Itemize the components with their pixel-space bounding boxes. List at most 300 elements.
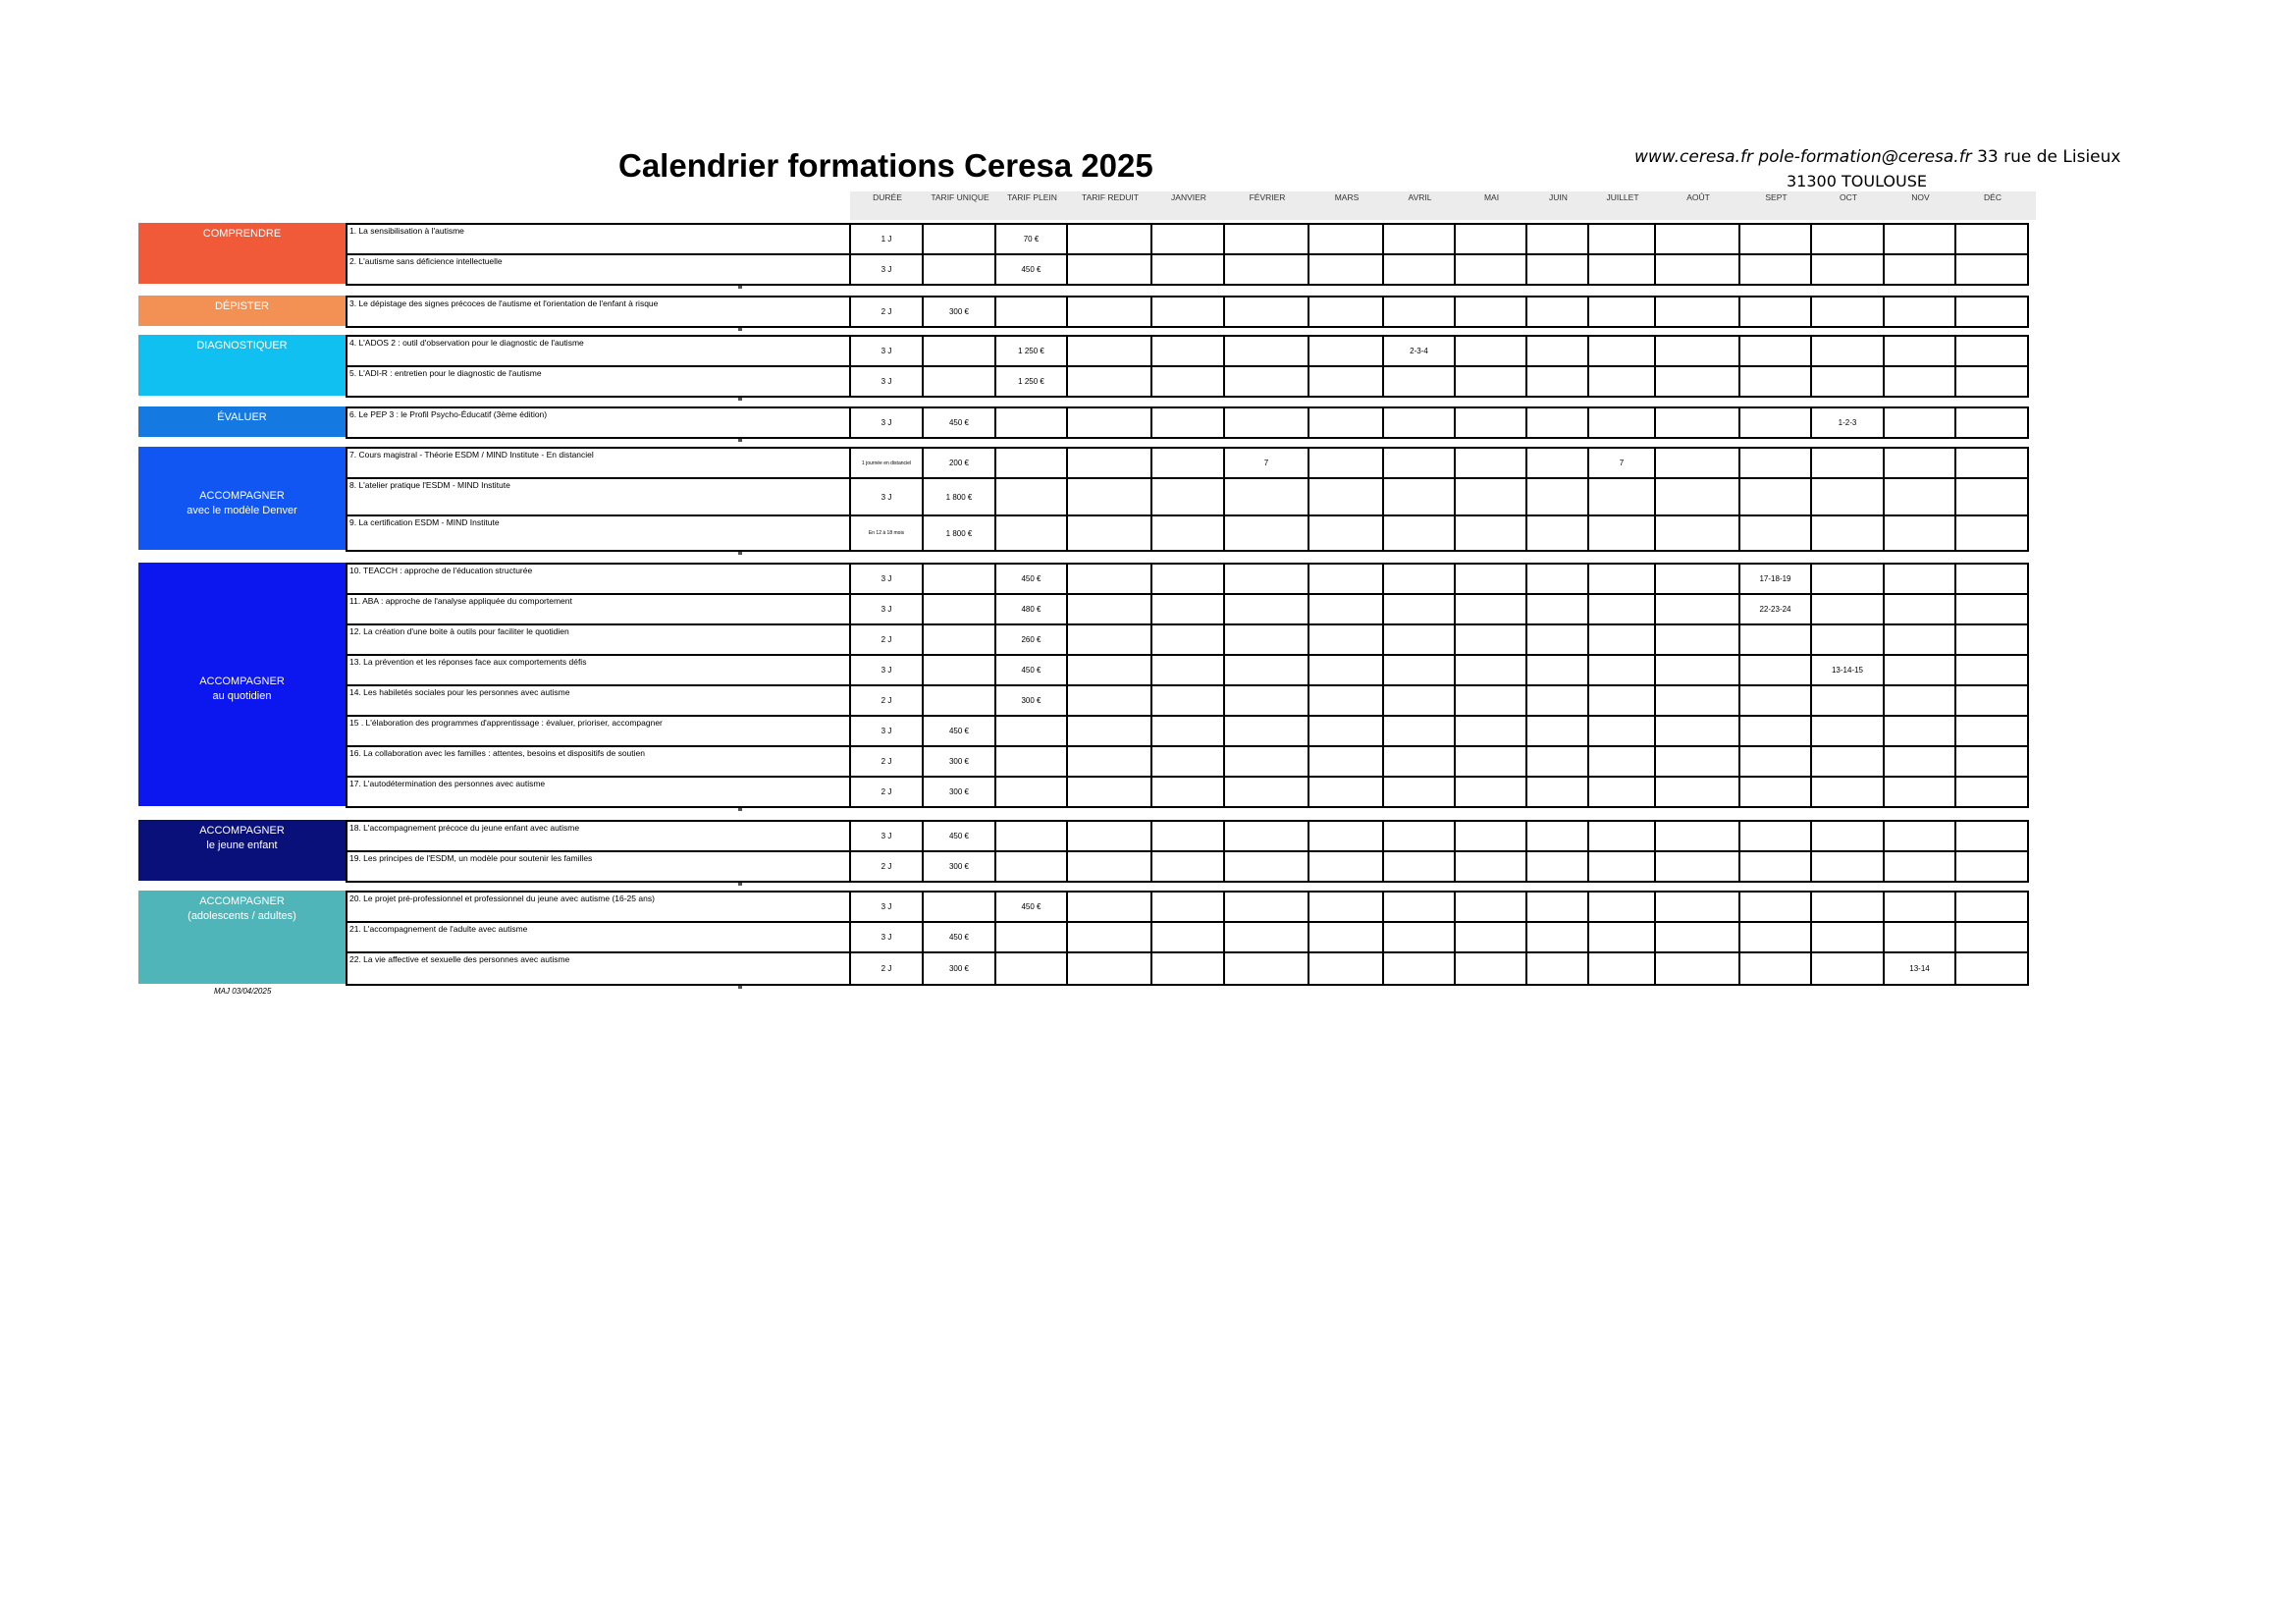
header-duree: DURÉE <box>873 192 902 202</box>
month-date-cell <box>1739 254 1811 285</box>
month-date-cell <box>1224 892 1308 922</box>
month-date-cell <box>1811 336 1884 366</box>
month-date-cell <box>1655 407 1739 438</box>
tarif-plein-cell <box>995 746 1067 777</box>
month-date-cell <box>1739 716 1811 746</box>
month-date-cell <box>1308 685 1383 716</box>
month-date-cell <box>1811 448 1884 478</box>
month-date-cell <box>1884 922 1955 952</box>
tarif-plein-cell <box>995 777 1067 807</box>
month-date-cell <box>1588 624 1655 655</box>
course-duration: 3 J <box>850 407 923 438</box>
course-title: 12. La création d'une boite à outils pour faciliter le quotidien <box>347 624 850 655</box>
month-date-cell <box>1455 407 1526 438</box>
tarif-plein-cell: 1 250 € <box>995 366 1067 397</box>
course-title: 9. La certification ESDM - MIND Institute <box>347 515 850 551</box>
category-text: ACCOMPAGNER <box>199 895 285 907</box>
month-date-cell <box>1308 624 1383 655</box>
month-date-cell <box>1151 478 1224 515</box>
month-date-cell: 17-18-19 <box>1739 564 1811 594</box>
month-date-cell <box>1884 685 1955 716</box>
course-duration: 3 J <box>850 655 923 685</box>
month-date-cell <box>1308 777 1383 807</box>
course-row[interactable] <box>347 254 2028 285</box>
month-date-cell <box>1308 922 1383 952</box>
month-date-cell <box>1955 851 2028 882</box>
month-date-cell <box>1811 224 1884 254</box>
month-date-cell <box>1224 851 1308 882</box>
category-label <box>138 406 346 437</box>
contact-line <box>1634 147 2120 167</box>
month-date-cell <box>1655 716 1739 746</box>
course-row[interactable] <box>347 624 2028 655</box>
month-date-cell <box>1526 655 1588 685</box>
month-date-cell <box>1955 224 2028 254</box>
month-date-cell <box>1526 254 1588 285</box>
month-date-cell <box>1455 297 1526 327</box>
email-link[interactable]: pole-formation@ceresa.fr <box>1758 147 1972 167</box>
month-date-cell <box>1811 297 1884 327</box>
month-date-cell <box>1308 892 1383 922</box>
month-date-cell <box>1811 821 1884 851</box>
tarif-unique-cell: 300 € <box>923 851 995 882</box>
month-date-cell <box>1884 655 1955 685</box>
course-duration: 3 J <box>850 478 923 515</box>
course-duration: 3 J <box>850 821 923 851</box>
course-title: 13. La prévention et les réponses face aux comportements défis <box>347 655 850 685</box>
month-date-cell <box>1955 448 2028 478</box>
month-date-cell <box>1308 336 1383 366</box>
category-label <box>138 296 346 326</box>
month-date-cell <box>1884 366 1955 397</box>
tarif-unique-cell: 450 € <box>923 922 995 952</box>
month-date-cell <box>1739 952 1811 985</box>
month-date-cell <box>1383 366 1455 397</box>
month-date-cell <box>1811 594 1884 624</box>
month-date-cell <box>1383 297 1455 327</box>
header-month-5: MAI <box>1483 192 1500 202</box>
tarif-reduit-cell <box>1067 952 1151 985</box>
month-date-cell <box>1526 851 1588 882</box>
month-date-cell <box>1655 254 1739 285</box>
month-date-cell <box>1455 336 1526 366</box>
month-date-cell <box>1224 407 1308 438</box>
course-duration: 3 J <box>850 922 923 952</box>
month-date-cell <box>1588 336 1655 366</box>
month-date-cell <box>1955 297 2028 327</box>
website-link[interactable]: www.ceresa.fr <box>1634 147 1753 167</box>
month-date-cell <box>1383 564 1455 594</box>
month-date-cell <box>1739 366 1811 397</box>
separator-tick <box>738 986 742 989</box>
month-date-cell <box>1884 297 1955 327</box>
month-date-cell <box>1811 746 1884 777</box>
month-date-cell <box>1884 746 1955 777</box>
month-date-cell <box>1655 366 1739 397</box>
tarif-reduit-cell <box>1067 851 1151 882</box>
month-date-cell <box>1308 254 1383 285</box>
month-date-cell <box>1224 685 1308 716</box>
month-date-cell <box>1224 254 1308 285</box>
tarif-unique-cell <box>923 624 995 655</box>
tarif-unique-cell <box>923 655 995 685</box>
month-date-cell <box>1383 892 1455 922</box>
month-date-cell <box>1151 821 1224 851</box>
course-row[interactable] <box>347 478 2028 515</box>
month-date-cell <box>1588 716 1655 746</box>
month-date-cell <box>1655 655 1739 685</box>
course-table <box>346 820 2029 883</box>
course-title: 3. Le dépistage des signes précoces de l'autisme et l'orientation de l'enfant à risque <box>347 297 850 327</box>
month-date-cell <box>1655 777 1739 807</box>
month-date-cell <box>1526 892 1588 922</box>
tarif-plein-cell <box>995 952 1067 985</box>
category-text: au quotidien <box>212 690 272 702</box>
month-date-cell <box>1383 922 1455 952</box>
month-date-cell <box>1308 407 1383 438</box>
course-title: 8. L'atelier pratique l'ESDM - MIND Institute <box>347 478 850 515</box>
month-date-cell <box>1526 407 1588 438</box>
month-date-cell <box>1455 716 1526 746</box>
month-date-cell <box>1383 716 1455 746</box>
tarif-reduit-cell <box>1067 777 1151 807</box>
course-title: 17. L'autodétermination des personnes avec autisme <box>347 777 850 807</box>
month-date-cell <box>1383 655 1455 685</box>
page-title: Calendrier formations Ceresa 2025 <box>618 147 1153 184</box>
month-date-cell <box>1455 777 1526 807</box>
month-date-cell <box>1655 478 1739 515</box>
tarif-reduit-cell <box>1067 448 1151 478</box>
header-month-1: JANVIER <box>1171 192 1206 202</box>
course-duration: 2 J <box>850 685 923 716</box>
month-date-cell <box>1224 821 1308 851</box>
tarif-reduit-cell <box>1067 224 1151 254</box>
course-title: 22. La vie affective et sexuelle des personnes avec autisme <box>347 952 850 985</box>
month-date-cell <box>1811 624 1884 655</box>
tarif-plein-cell <box>995 851 1067 882</box>
category-label <box>138 820 346 881</box>
month-date-cell <box>1588 297 1655 327</box>
tarif-unique-cell: 300 € <box>923 746 995 777</box>
course-row[interactable] <box>347 716 2028 746</box>
separator-tick <box>738 398 742 401</box>
tarif-reduit-cell <box>1067 821 1151 851</box>
month-date-cell <box>1526 777 1588 807</box>
month-date-cell <box>1955 716 2028 746</box>
month-date-cell <box>1455 922 1526 952</box>
month-date-cell <box>1884 448 1955 478</box>
tarif-unique-cell: 450 € <box>923 821 995 851</box>
month-date-cell <box>1811 777 1884 807</box>
course-duration: 3 J <box>850 594 923 624</box>
tarif-reduit-cell <box>1067 746 1151 777</box>
course-title: 4. L'ADOS 2 : outil d'observation pour le diagnostic de l'autisme <box>347 336 850 366</box>
month-date-cell <box>1811 478 1884 515</box>
tarif-unique-cell <box>923 366 995 397</box>
course-table <box>346 891 2029 986</box>
category-label <box>138 563 346 806</box>
tarif-plein-cell <box>995 407 1067 438</box>
tarif-plein-cell <box>995 821 1067 851</box>
course-table <box>346 406 2029 439</box>
month-date-cell <box>1655 892 1739 922</box>
month-date-cell <box>1739 922 1811 952</box>
course-row[interactable] <box>347 851 2028 882</box>
course-row[interactable] <box>347 297 2028 327</box>
header-month-10: OCT <box>1840 192 1857 202</box>
course-row[interactable] <box>347 655 2028 685</box>
month-date-cell <box>1526 952 1588 985</box>
month-date-cell <box>1308 851 1383 882</box>
tarif-unique-cell <box>923 564 995 594</box>
month-date-cell <box>1308 297 1383 327</box>
course-duration: 2 J <box>850 297 923 327</box>
month-date-cell <box>1151 746 1224 777</box>
month-date-cell <box>1383 254 1455 285</box>
month-date-cell <box>1455 594 1526 624</box>
month-date-cell: 2-3-4 <box>1383 336 1455 366</box>
course-row[interactable] <box>347 922 2028 952</box>
month-date-cell <box>1151 685 1224 716</box>
tarif-unique-cell: 1 800 € <box>923 515 995 551</box>
category-text: COMPRENDRE <box>202 228 282 240</box>
course-duration: 3 J <box>850 716 923 746</box>
month-date-cell <box>1655 821 1739 851</box>
tarif-reduit-cell <box>1067 892 1151 922</box>
month-date-cell <box>1308 952 1383 985</box>
month-date-cell <box>1739 685 1811 716</box>
course-row[interactable] <box>347 564 2028 594</box>
month-date-cell <box>1455 478 1526 515</box>
course-row[interactable] <box>347 952 2028 985</box>
month-date-cell <box>1588 478 1655 515</box>
course-row[interactable] <box>347 366 2028 397</box>
month-date-cell <box>1224 746 1308 777</box>
header-tarif-unique: TARIF UNIQUE <box>931 192 989 202</box>
course-duration: 1 J <box>850 224 923 254</box>
month-date-cell <box>1526 515 1588 551</box>
month-date-cell <box>1455 952 1526 985</box>
month-date-cell <box>1955 746 2028 777</box>
month-date-cell <box>1151 851 1224 882</box>
category-text: DIAGNOSTIQUER <box>196 340 288 352</box>
month-date-cell <box>1224 478 1308 515</box>
tarif-plein-cell: 480 € <box>995 594 1067 624</box>
course-row[interactable] <box>347 892 2028 922</box>
header-month-12: DÉC <box>1984 192 2002 202</box>
month-date-cell <box>1739 407 1811 438</box>
month-date-cell <box>1588 655 1655 685</box>
header-month-2: FÉVRIER <box>1249 192 1286 202</box>
category-text: DÉPISTER <box>214 300 269 312</box>
month-date-cell <box>1884 892 1955 922</box>
tarif-unique-cell: 300 € <box>923 297 995 327</box>
month-date-cell <box>1151 892 1224 922</box>
course-title: 2. L'autisme sans déficience intellectuelle <box>347 254 850 285</box>
tarif-unique-cell: 1 800 € <box>923 478 995 515</box>
category-text: avec le modèle Denver <box>187 504 297 516</box>
month-date-cell <box>1308 478 1383 515</box>
month-date-cell <box>1383 821 1455 851</box>
month-date-cell <box>1655 594 1739 624</box>
month-date-cell <box>1655 851 1739 882</box>
month-date-cell <box>1955 952 2028 985</box>
tarif-plein-cell: 450 € <box>995 254 1067 285</box>
month-date-cell <box>1655 336 1739 366</box>
separator-tick <box>738 286 742 289</box>
month-date-cell <box>1151 254 1224 285</box>
course-title: 20. Le projet pré-professionnel et professionnel du jeune avec autisme (16-25 ans) <box>347 892 850 922</box>
course-row[interactable] <box>347 407 2028 438</box>
month-date-cell <box>1224 624 1308 655</box>
tarif-unique-cell: 450 € <box>923 716 995 746</box>
month-date-cell <box>1955 922 2028 952</box>
course-title: 1. La sensibilisation à l'autisme <box>347 224 850 254</box>
month-date-cell <box>1526 478 1588 515</box>
month-date-cell <box>1884 224 1955 254</box>
tarif-reduit-cell <box>1067 515 1151 551</box>
month-date-cell <box>1224 655 1308 685</box>
month-date-cell <box>1383 448 1455 478</box>
tarif-reduit-cell <box>1067 655 1151 685</box>
header-month-4: AVRIL <box>1408 192 1432 202</box>
tarif-plein-cell <box>995 716 1067 746</box>
month-date-cell <box>1224 922 1308 952</box>
tarif-reduit-cell <box>1067 624 1151 655</box>
course-title: 5. L'ADI-R : entretien pour le diagnostic de l'autisme <box>347 366 850 397</box>
course-duration: 3 J <box>850 336 923 366</box>
month-date-cell <box>1151 624 1224 655</box>
month-date-cell: 13-14-15 <box>1811 655 1884 685</box>
month-date-cell <box>1955 821 2028 851</box>
course-row[interactable] <box>347 821 2028 851</box>
month-date-cell <box>1526 922 1588 952</box>
month-date-cell <box>1655 224 1739 254</box>
header-month-8: AOÛT <box>1686 192 1710 202</box>
month-date-cell <box>1811 851 1884 882</box>
month-date-cell <box>1884 515 1955 551</box>
month-date-cell <box>1588 922 1655 952</box>
tarif-plein-cell: 70 € <box>995 224 1067 254</box>
month-date-cell <box>1955 407 2028 438</box>
separator-tick <box>738 439 742 442</box>
month-date-cell <box>1884 336 1955 366</box>
month-date-cell <box>1526 224 1588 254</box>
month-date-cell <box>1955 564 2028 594</box>
course-duration: En 12 à 18 mois <box>850 515 923 551</box>
month-date-cell <box>1811 685 1884 716</box>
course-duration: 2 J <box>850 851 923 882</box>
month-date-cell <box>1455 448 1526 478</box>
tarif-reduit-cell <box>1067 254 1151 285</box>
month-date-cell <box>1383 851 1455 882</box>
course-row[interactable] <box>347 224 2028 254</box>
month-date-cell <box>1526 685 1588 716</box>
month-date-cell <box>1955 478 2028 515</box>
month-date-cell <box>1884 594 1955 624</box>
category-label <box>138 891 346 984</box>
month-date-cell <box>1151 366 1224 397</box>
tarif-plein-cell: 1 250 € <box>995 336 1067 366</box>
course-table <box>346 223 2029 286</box>
course-duration: 1 journée en distanciel <box>850 448 923 478</box>
course-title: 7. Cours magistral - Théorie ESDM / MIND Institute - En distanciel <box>347 448 850 478</box>
course-duration: 2 J <box>850 746 923 777</box>
month-date-cell <box>1739 746 1811 777</box>
month-date-cell <box>1811 564 1884 594</box>
month-date-cell <box>1224 515 1308 551</box>
month-date-cell <box>1383 777 1455 807</box>
month-date-cell <box>1455 655 1526 685</box>
header-month-9: SEPT <box>1765 192 1788 202</box>
month-date-cell <box>1224 716 1308 746</box>
month-date-cell <box>1811 254 1884 285</box>
month-date-cell <box>1739 478 1811 515</box>
header-month-6: JUIN <box>1549 192 1568 202</box>
month-date-cell <box>1455 564 1526 594</box>
header-tarif-plein: TARIF PLEIN <box>1007 192 1057 202</box>
month-date-cell <box>1739 297 1811 327</box>
course-row[interactable] <box>347 746 2028 777</box>
month-date-cell <box>1383 224 1455 254</box>
tarif-unique-cell <box>923 224 995 254</box>
month-date-cell <box>1151 336 1224 366</box>
tarif-unique-cell: 300 € <box>923 777 995 807</box>
tarif-plein-cell <box>995 448 1067 478</box>
category-label <box>138 335 346 396</box>
month-date-cell <box>1455 851 1526 882</box>
course-row[interactable] <box>347 685 2028 716</box>
month-date-cell <box>1655 685 1739 716</box>
month-date-cell <box>1811 892 1884 922</box>
month-date-cell <box>1151 297 1224 327</box>
category-label <box>138 223 346 284</box>
course-row[interactable] <box>347 777 2028 807</box>
month-date-cell <box>1455 892 1526 922</box>
tarif-reduit-cell <box>1067 685 1151 716</box>
month-date-cell <box>1884 624 1955 655</box>
month-date-cell <box>1588 254 1655 285</box>
tarif-reduit-cell <box>1067 297 1151 327</box>
month-date-cell <box>1455 515 1526 551</box>
month-date-cell <box>1588 564 1655 594</box>
course-table <box>346 296 2029 328</box>
course-title: 21. L'accompagnement de l'adulte avec autisme <box>347 922 850 952</box>
course-row[interactable] <box>347 336 2028 366</box>
month-date-cell <box>1455 254 1526 285</box>
month-date-cell <box>1308 655 1383 685</box>
course-row[interactable] <box>347 515 2028 551</box>
course-table <box>346 447 2029 552</box>
month-date-cell <box>1383 746 1455 777</box>
tarif-reduit-cell <box>1067 407 1151 438</box>
month-date-cell <box>1526 624 1588 655</box>
month-date-cell <box>1955 685 2028 716</box>
course-duration: 2 J <box>850 952 923 985</box>
month-date-cell: 7 <box>1588 448 1655 478</box>
month-date-cell <box>1455 746 1526 777</box>
month-date-cell <box>1151 952 1224 985</box>
month-date-cell <box>1884 254 1955 285</box>
month-date-cell <box>1151 655 1224 685</box>
course-row[interactable] <box>347 594 2028 624</box>
category-text: ACCOMPAGNER <box>199 489 285 502</box>
month-date-cell <box>1526 564 1588 594</box>
month-date-cell <box>1224 594 1308 624</box>
month-date-cell <box>1739 515 1811 551</box>
course-row[interactable] <box>347 448 2028 478</box>
month-date-cell <box>1655 746 1739 777</box>
